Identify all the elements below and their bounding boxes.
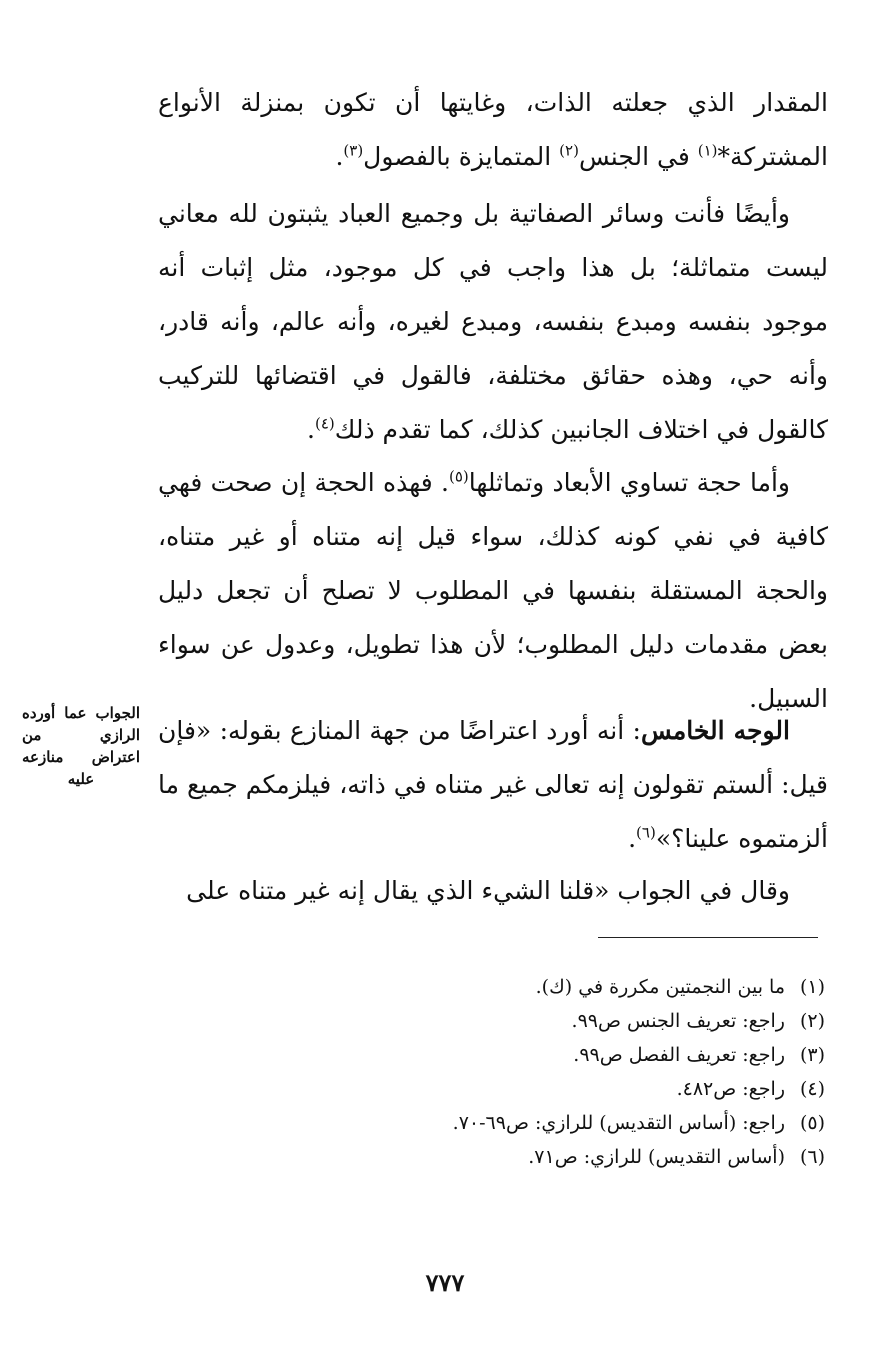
footnote-text: راجع: تعريف الجنس ص٩٩. — [571, 1010, 785, 1032]
footnote-item — [453, 1140, 825, 1174]
footnote-ref-6[interactable]: (٦) — [636, 823, 656, 842]
text-run: وقال في الجواب «قلنا الشيء الذي يقال إنه غير متناه على — [186, 876, 790, 905]
text-run: وأما حجة تساوي الأبعاد وتماثلها — [468, 468, 790, 497]
footnote-item — [453, 970, 825, 1004]
footnote-ref-1[interactable]: (١) — [697, 141, 718, 160]
section-heading: الوجه الخامس — [640, 716, 790, 745]
footnote-item — [453, 1072, 825, 1106]
text-run: : أنه أورد اعتراضًا من جهة المنازع بقوله: «فإن قيل: ألستم تقولون إنه تعالى غير متناه في ذاته، فيلزمكم جميع ما ألزمتموه علينا؟» — [158, 716, 828, 853]
footnote-text: راجع: (أساس التقديس) للرازي: ص٦٩-٧٠. — [452, 1112, 785, 1134]
footnote-number: (١) — [799, 976, 825, 998]
footnotes-list — [453, 970, 825, 1174]
text-run: . — [335, 142, 344, 171]
paragraph-2 — [158, 187, 828, 457]
footnote-text: (أساس التقديس) للرازي: ص٧١. — [528, 1146, 785, 1168]
footnote-text: راجع: ص٤٨٢. — [676, 1078, 785, 1100]
footnote-item — [453, 1106, 825, 1140]
margin-note: الجواب عما أورده الرازي من اعتراض منازعه عليه — [22, 704, 140, 788]
footnote-text: راجع: تعريف الفصل ص٩٩. — [573, 1044, 785, 1066]
text-run: المقدار الذي جعلته الذات، وغايتها أن تكون بمنزلة الأنواع المشتركة* — [158, 88, 828, 171]
footnote-number: (٢) — [799, 1010, 825, 1032]
footnote-item — [453, 1038, 825, 1072]
text-run: . — [628, 824, 637, 853]
footnote-number: (٤) — [799, 1078, 825, 1100]
footnote-text: ما بين النجمتين مكررة في (ك). — [535, 976, 785, 998]
footnote-ref-5[interactable]: (٥) — [448, 467, 469, 486]
footnote-number: (٣) — [799, 1044, 825, 1066]
paragraph-1 — [158, 76, 828, 184]
footnote-ref-3[interactable]: (٣) — [343, 141, 364, 160]
text-run: في الجنس — [578, 142, 698, 171]
paragraph-3 — [158, 456, 828, 726]
paragraph-5 — [158, 864, 828, 918]
text-run: . فهذه الحجة إن صحت فهي كافية في نفي كونه كذلك، سواء قيل إنه متناه أو غير متناه، والحجة المستقلة بنفسها في المطلوب لا تصلح أن تجعل دليل بعض مقدمات دليل المطلوب؛ لأن هذا تطويل، وعدول عن سواء السبيل. — [158, 468, 828, 713]
footnote-number: (٦) — [799, 1146, 825, 1168]
footnote-divider — [598, 937, 818, 938]
footnote-ref-4[interactable]: (٤) — [314, 414, 335, 433]
text-run: . — [307, 415, 315, 444]
paragraph-4 — [158, 704, 828, 866]
text-run: المتمايزة بالفصول — [363, 142, 560, 171]
text-run: وأيضًا فأنت وسائر الصفاتية بل وجميع العباد يثبتون لله معاني ليست متماثلة؛ بل هذا واجب في كل موجود، مثل إثبات أنه موجود بنفسه ومبدع بنفسه، ومبدع لغيره، وأنه عالم، وأنه قادر، وأنه حي، وهذه حقائق مختلفة، فالقول في اقتضائها للتركيب كالقول في اختلاف الجانبين كذلك، كما تقدم ذلك — [158, 199, 829, 444]
footnote-ref-2[interactable]: (٢) — [559, 141, 579, 160]
footnote-item — [453, 1004, 825, 1038]
footnote-number: (٥) — [799, 1112, 825, 1134]
page-number: ٧٧٧ — [425, 1268, 465, 1297]
